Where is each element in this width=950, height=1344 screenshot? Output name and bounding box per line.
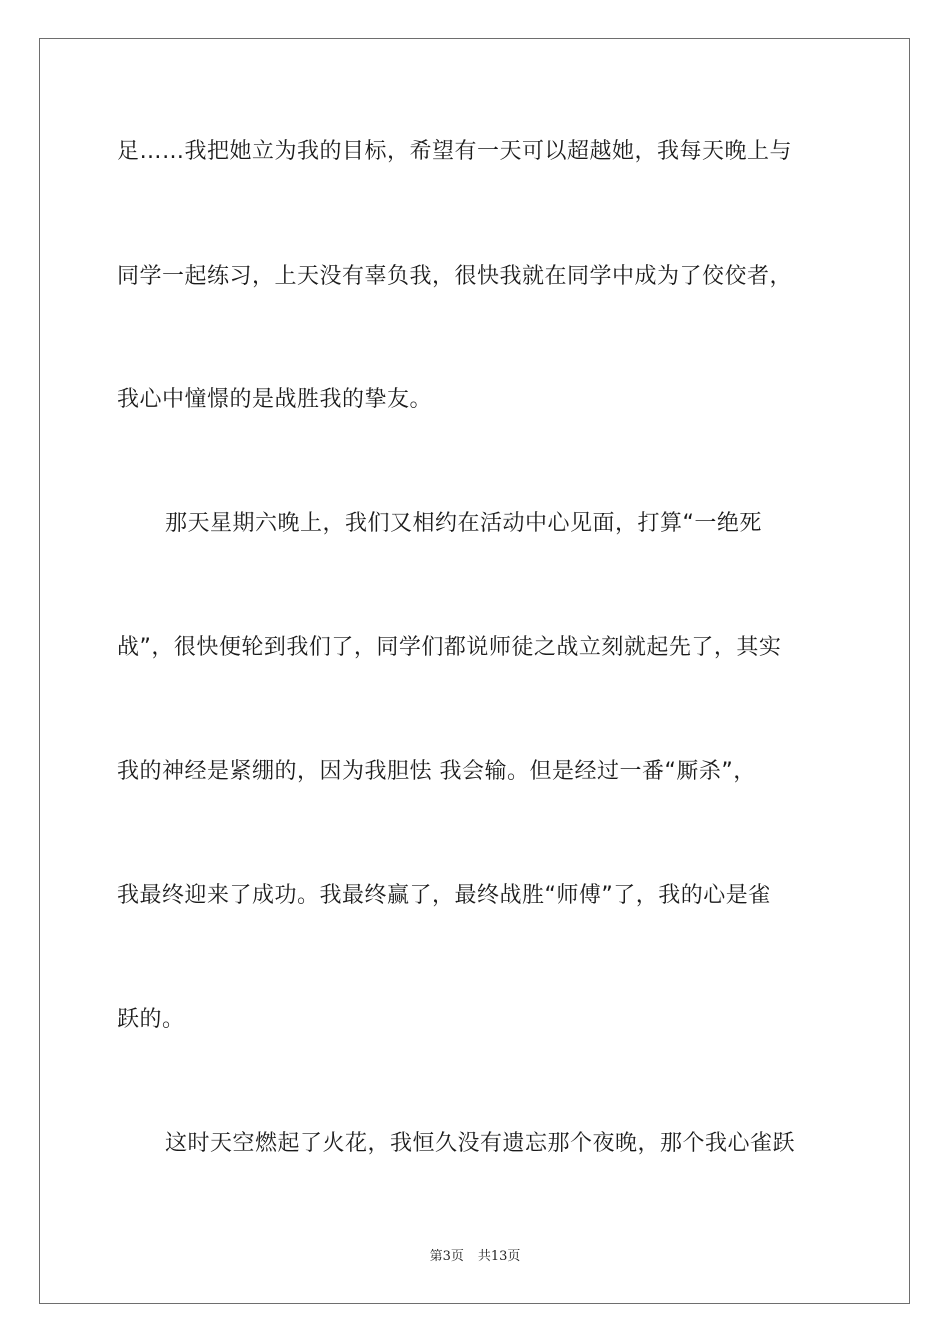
page-number-current: 第3页 (429, 1249, 464, 1264)
text-line-4: 那天星期六晚上，我们又相约在活动中心见面，打算“一绝死 (165, 511, 762, 536)
text-line-8: 跃的。 (117, 1007, 185, 1032)
page-number-total: 共13页 (477, 1249, 521, 1264)
text-line-7: 我最终迎来了成功。我最终赢了，最终战胜“师傅”了，我的心是雀 (117, 883, 771, 908)
text-line-1: 足……我把她立为我的目标，希望有一天可以超越她，我每天晚上与 (117, 139, 793, 164)
text-line-6: 我的神经是紧绷的，因为我胆怯 我会输。但是经过一番“厮杀”， (117, 759, 756, 784)
page-footer (0, 1248, 950, 1266)
text-line-2: 同学一起练习，上天没有辜负我，很快我就在同学中成为了佼佼者， (117, 264, 793, 289)
text-line-3: 我心中憧憬的是战胜我的挚友。 (117, 387, 433, 412)
text-line-5: 战”，很快便轮到我们了，同学们都说师徒之战立刻就起先了，其实 (117, 635, 782, 660)
page-border (39, 38, 910, 1304)
text-line-9: 这时天空燃起了火花，我恒久没有遗忘那个夜晚，那个我心雀跃 (165, 1131, 796, 1156)
